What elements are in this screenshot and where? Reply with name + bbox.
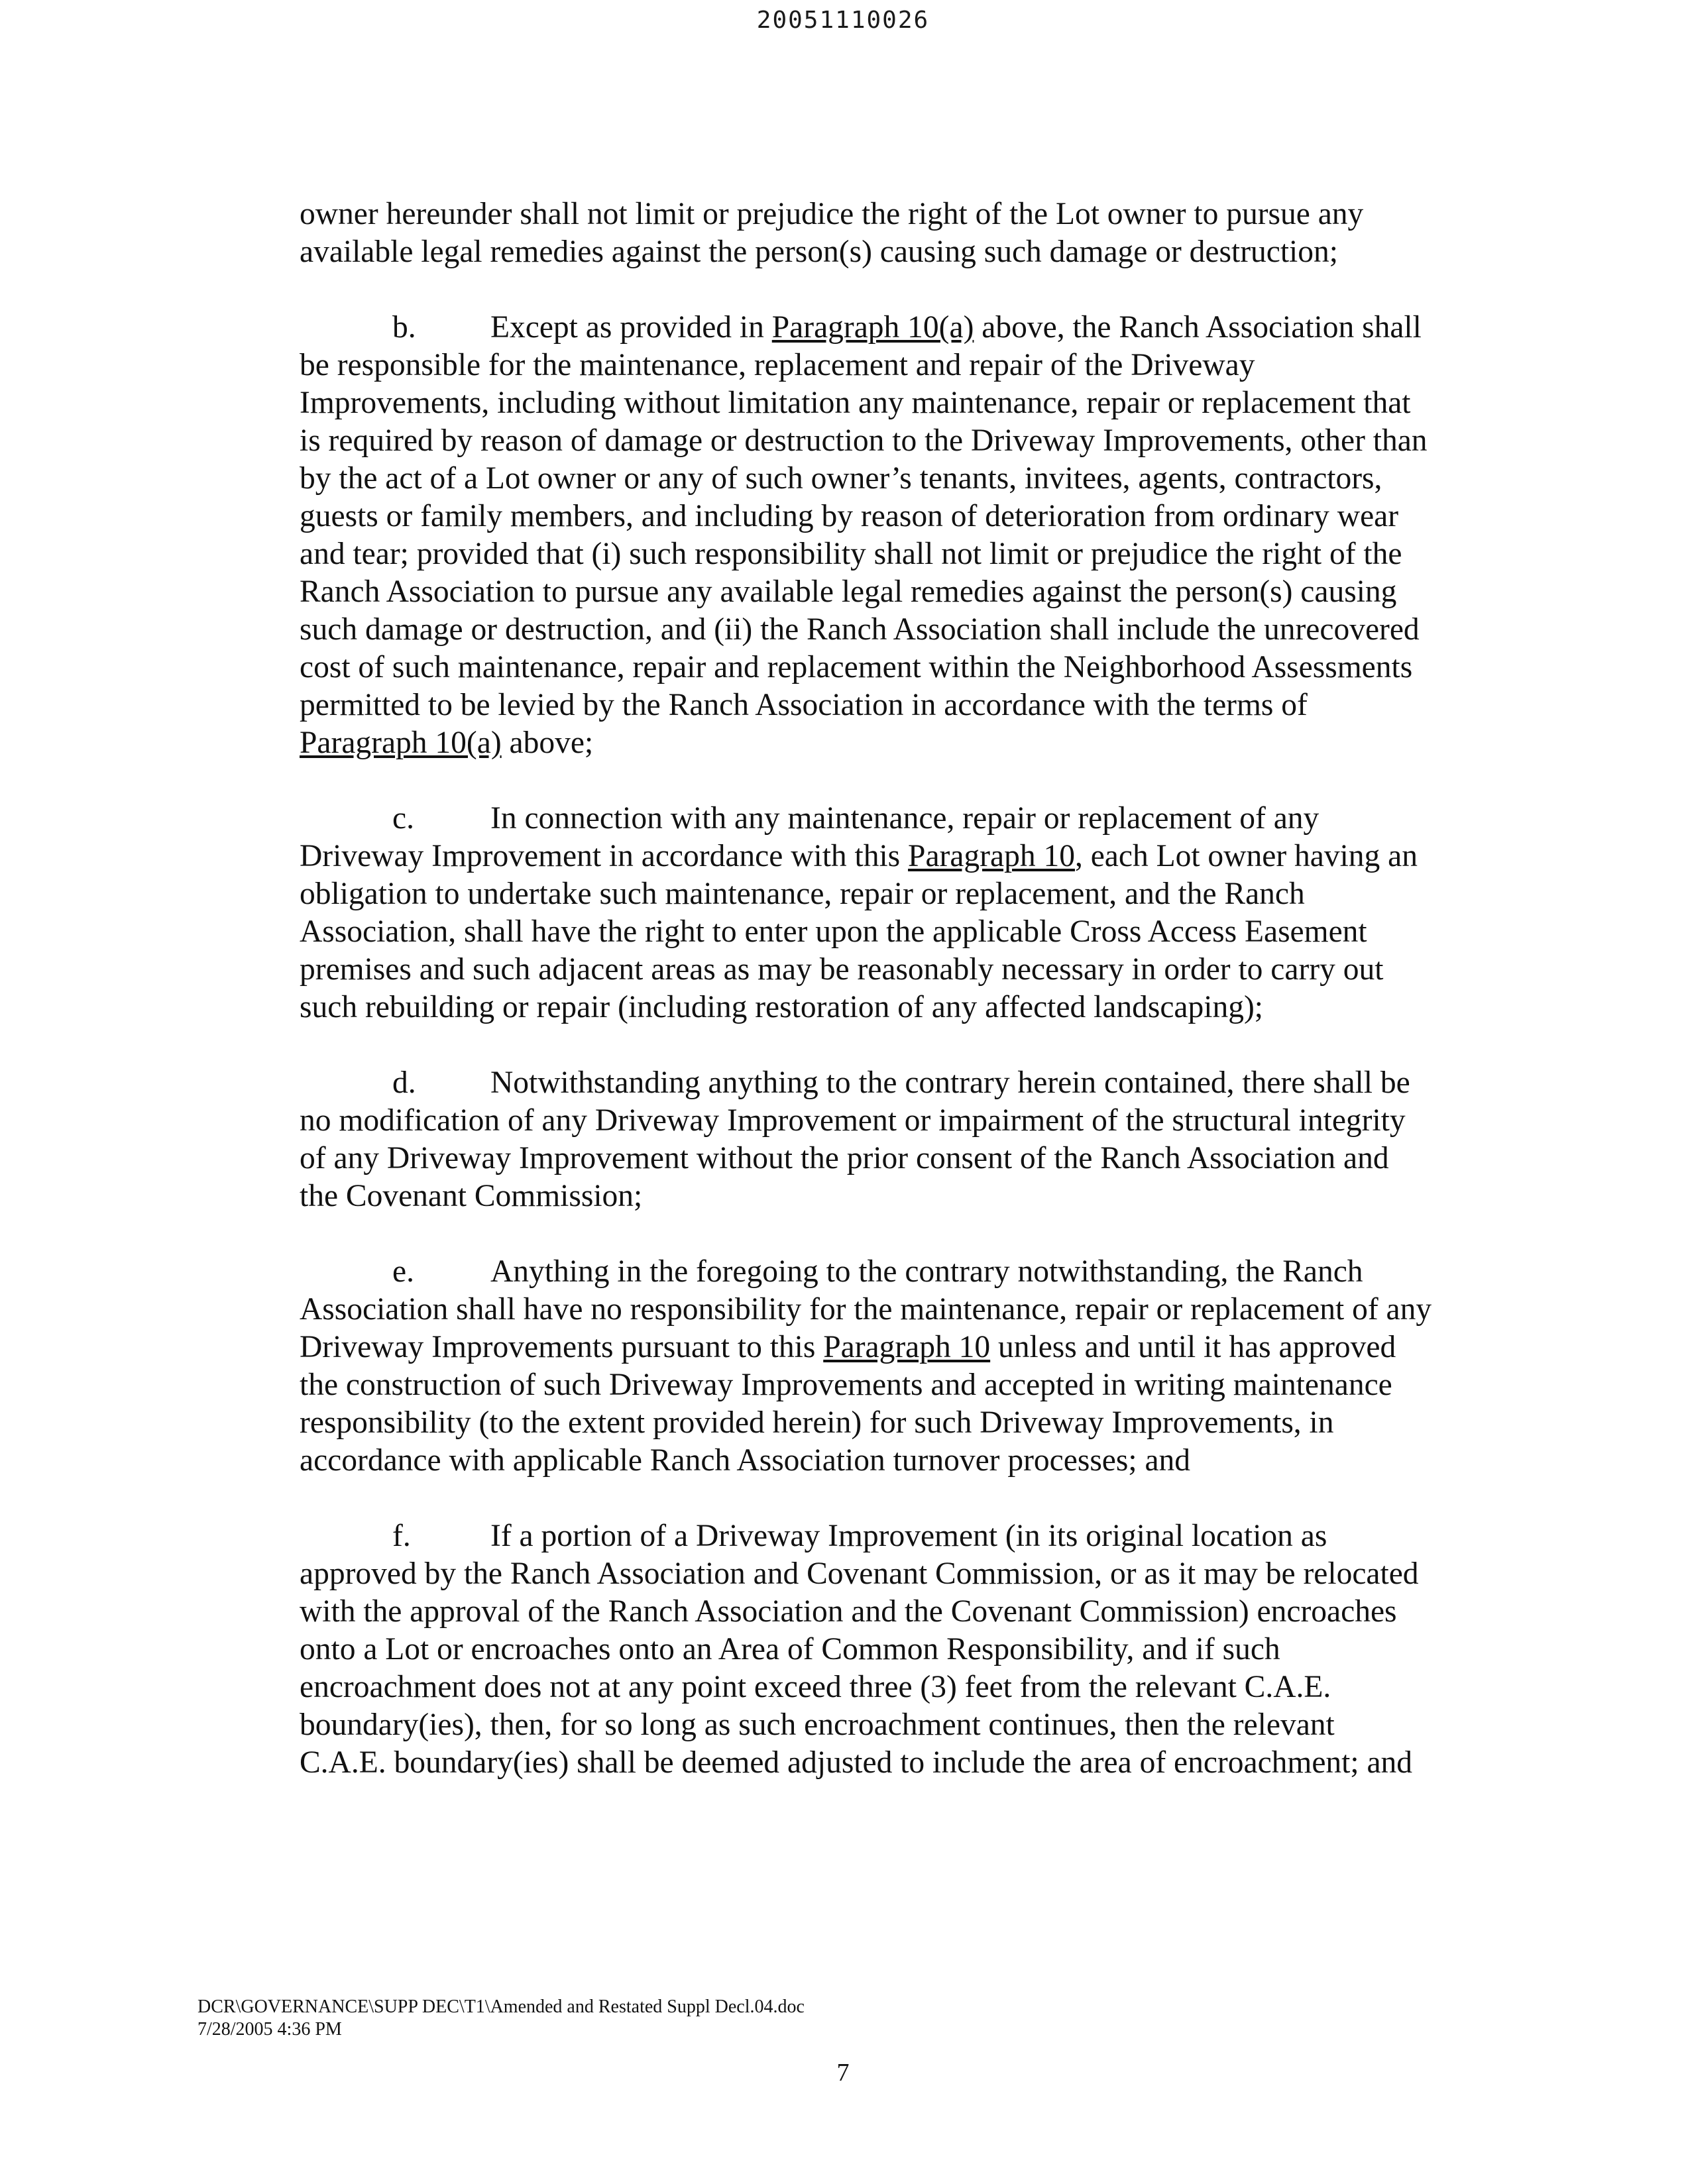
text-line: with the approval of the Ranch Association and the Covenant Commission) encroaches <box>300 1594 1397 1629</box>
text-line: no modification of any Driveway Improvement or impairment of the structural integrity <box>300 1103 1406 1138</box>
text-line: accordance with applicable Ranch Association turnover processes; and <box>300 1443 1191 1478</box>
text-segment: above; <box>501 726 594 760</box>
text-line <box>300 1253 1473 1291</box>
text-segment: above, the Ranch Association shall <box>974 310 1422 345</box>
text-line <box>300 800 1473 838</box>
text-line: and tear; provided that (i) such responsibility shall not limit or prejudice the right of the <box>300 537 1402 571</box>
item-label: f. <box>392 1519 411 1553</box>
text-line: such rebuilding or repair (including restoration of any affected landscaping); <box>300 990 1263 1024</box>
text-line: C.A.E. boundary(ies) shall be deemed adjusted to include the area of encroachment; and <box>300 1745 1413 1780</box>
text-line: Association, shall have the right to enter upon the applicable Cross Access Easement <box>300 914 1367 949</box>
text-segment: Driveway Improvements pursuant to this <box>300 1330 824 1364</box>
document-footer <box>197 1996 805 2041</box>
page-number: 7 <box>836 2059 850 2087</box>
text-line: guests or family members, and including by reason of deterioration from ordinary wear <box>300 499 1399 533</box>
text-line: premises and such adjacent areas as may be reasonably necessary in order to carry out <box>300 952 1384 987</box>
text-line: encroachment does not at any point exceed three (3) feet from the relevant C.A.E. <box>300 1670 1331 1704</box>
text-line <box>300 724 1473 762</box>
document-stamp-number: 20051110026 <box>756 7 930 34</box>
text-segment: unless and until it has approved <box>990 1330 1396 1364</box>
text-line: is required by reason of damage or destruction to the Driveway Improvements, other than <box>300 423 1428 458</box>
text-line: onto a Lot or encroaches onto an Area of Common Responsibility, and if such <box>300 1632 1280 1666</box>
text-line: Association shall have no responsibility for the maintenance, repair or replacement of any <box>300 1292 1432 1327</box>
text-segment: If a portion of a Driveway Improvement (in its original location as <box>490 1519 1327 1553</box>
text-line <box>300 309 1473 347</box>
document-body <box>300 195 1473 1820</box>
item-label: b. <box>392 310 416 345</box>
text-line <box>300 1329 1473 1366</box>
text-segment: Driveway Improvement in accordance with this <box>300 839 909 873</box>
file-path: DCR\GOVERNANCE\SUPP DEC\T1\Amended and Restated Suppl Decl.04.doc <box>197 1996 805 2017</box>
text-line: available legal remedies against the person(s) causing such damage or destruction; <box>300 235 1338 269</box>
item-label: e. <box>392 1254 414 1289</box>
text-line <box>300 838 1473 875</box>
text-segment: Notwithstanding anything to the contrary herein contained, there shall be <box>490 1065 1410 1100</box>
text-line <box>300 1064 1473 1102</box>
text-line: of any Driveway Improvement without the prior consent of the Ranch Association and <box>300 1141 1389 1175</box>
paragraph-e <box>300 1253 1473 1480</box>
text-line: approved by the Ranch Association and Covenant Commission, or as it may be relocated <box>300 1556 1419 1591</box>
text-line: boundary(ies), then, for so long as such encroachment continues, then the relevant <box>300 1708 1335 1742</box>
text-line: obligation to undertake such maintenance, repair or replacement, and the Ranch <box>300 877 1305 911</box>
text-segment: Anything in the foregoing to the contrary notwithstanding, the Ranch <box>490 1254 1363 1289</box>
text-line: such damage or destruction, and (ii) the Ranch Association shall include the unrecovered <box>300 612 1420 647</box>
paragraph-intro <box>300 195 1473 271</box>
item-label: c. <box>392 801 414 836</box>
paragraph-b <box>300 309 1473 762</box>
text-line: by the act of a Lot owner or any of such owner’s tenants, invitees, agents, contractors, <box>300 461 1382 496</box>
text-segment: In connection with any maintenance, repair or replacement of any <box>490 801 1320 836</box>
paragraph-f <box>300 1517 1473 1782</box>
text-segment: , each Lot owner having an <box>1074 839 1418 873</box>
paragraph-reference-link: Paragraph 10 <box>908 839 1075 873</box>
text-line: Improvements, including without limitation any maintenance, repair or replacement that <box>300 386 1411 420</box>
text-line: the Covenant Commission; <box>300 1179 643 1213</box>
text-line: Ranch Association to pursue any available legal remedies against the person(s) causing <box>300 574 1397 609</box>
print-timestamp: 7/28/2005 4:36 PM <box>197 2019 342 2040</box>
text-segment: Except as provided in <box>490 310 772 345</box>
text-line: permitted to be levied by the Ranch Association in accordance with the terms of <box>300 688 1308 722</box>
text-line <box>300 1517 1473 1555</box>
text-line: the construction of such Driveway Improvements and accepted in writing maintenance <box>300 1368 1392 1402</box>
paragraph-reference-link: Paragraph 10(a) <box>300 726 502 760</box>
paragraph-d <box>300 1064 1473 1215</box>
text-line: owner hereunder shall not limit or prejudice the right of the Lot owner to pursue any <box>300 197 1364 231</box>
text-line: responsibility (to the extent provided herein) for such Driveway Improvements, in <box>300 1405 1334 1440</box>
text-line: be responsible for the maintenance, replacement and repair of the Driveway <box>300 348 1255 382</box>
text-line: cost of such maintenance, repair and replacement within the Neighborhood Assessments <box>300 650 1413 684</box>
paragraph-reference-link: Paragraph 10 <box>823 1330 991 1364</box>
paragraph-reference-link: Paragraph 10(a) <box>771 310 974 345</box>
item-label: d. <box>392 1065 416 1100</box>
paragraph-c <box>300 800 1473 1026</box>
